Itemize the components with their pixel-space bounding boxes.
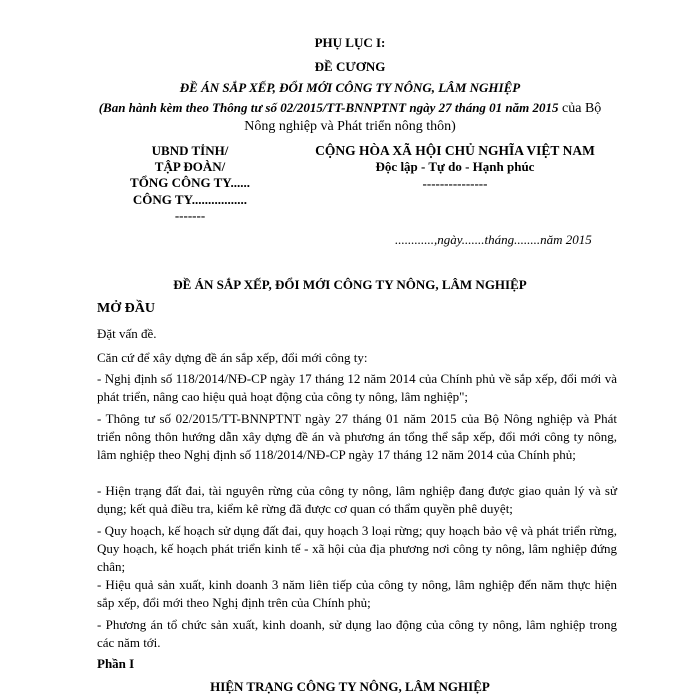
national-motto: Độc lập - Tự do - Hạnh phúc — [375, 159, 535, 174]
basis-item-3: - Hiện trạng đất đai, tài nguyên rừng của công ty nông, lâm nghiệp đang được giao quản lý và sử dụng; kết quả điều tra, kiểm kê rừng đã được cơ quan có thẩm quyền phê duyệt; — [97, 483, 617, 516]
intro-heading: MỞ ĐẦU — [97, 301, 155, 316]
project-title: ĐỀ ÁN SẮP XẾP, ĐỔI MỚI CÔNG TY NÔNG, LÂM NGHIỆP — [179, 80, 521, 95]
basis-item-5: - Hiệu quả sản xuất, kinh doanh 3 năm liên tiếp của công ty nông, lâm nghiệp đến năm thực hiện sắp xếp, đổi mới theo Nghị định trên của Chính phủ; — [97, 577, 617, 610]
national-title: CỘNG HÒA XÃ HỘI CHỦ NGHĨA VIỆT NAM — [315, 143, 595, 158]
left-header-line-5: ------- — [174, 208, 206, 223]
basis-item-6: - Phương án tổ chức sản xuất, kinh doanh, sử dụng lao động của công ty nông, lâm nghiệp trong các năm tới. — [97, 617, 617, 650]
part-title: HIỆN TRẠNG CÔNG TY NÔNG, LÂM NGHIỆP — [210, 679, 490, 694]
issued-italic: (Ban hành kèm theo Thông tư số 02/2015/TT-BNNPTNT ngày 27 tháng 01 năm 2015 — [98, 100, 559, 115]
issued-line-1 — [0, 100, 700, 117]
basis-item-1: - Nghị định số 118/2014/NĐ-CP ngày 17 tháng 12 năm 2014 của Chính phủ về sắp xếp, đổi mới và phát triển, nâng cao hiệu quả hoạt động của công ty nông, lâm nghiệp"; — [97, 371, 617, 404]
issued-line-2: Nông nghiệp và Phát triển nông thôn) — [244, 119, 456, 134]
left-header-line-2: TẬP ĐOÀN/ — [154, 159, 226, 174]
basis-item-2: - Thông tư số 02/2015/TT-BNNPTNT ngày 27 tháng 01 năm 2015 của Bộ Nông nghiệp và Phát triển nông thôn hướng dẫn xây dựng đề án và phương án tổng thể sắp xếp, đổi mới công ty nông, lâm nghiệp theo Nghị định số 118/2014/NĐ-CP ngày 17 tháng 12 năm 2014 của Chính phủ; — [97, 411, 617, 462]
motto-rule: --------------- — [422, 176, 488, 191]
issued-tail: của Bộ — [558, 101, 602, 116]
intro-problem: Đặt vấn đề. — [97, 326, 157, 341]
appendix-subtitle: ĐỀ CƯƠNG — [314, 59, 386, 74]
main-title: ĐỀ ÁN SẮP XẾP, ĐỔI MỚI CÔNG TY NÔNG, LÂM NGHIỆP — [173, 277, 527, 292]
left-header-line-3: TỔNG CÔNG TY...... — [130, 175, 250, 190]
part-label: Phần I — [97, 656, 135, 671]
date-line: ............,ngày.......tháng........năm 2015 — [395, 232, 592, 247]
intro-basis: Căn cứ để xây dựng đề án sắp xếp, đổi mới công ty: — [97, 350, 368, 365]
appendix-title: PHỤ LỤC I: — [314, 35, 386, 50]
left-header-line-4: CÔNG TY................. — [132, 192, 248, 207]
basis-item-4: - Quy hoạch, kế hoạch sử dụng đất đai, quy hoạch 3 loại rừng; quy hoạch bảo vệ và phát triển rừng, Quy hoạch, kế hoạch phát triển kinh tế - xã hội của địa phương nơi công ty nông, lâm nghiệp đứng chân; — [97, 523, 617, 574]
left-header-line-1: UBND TỈNH/ — [151, 143, 229, 158]
